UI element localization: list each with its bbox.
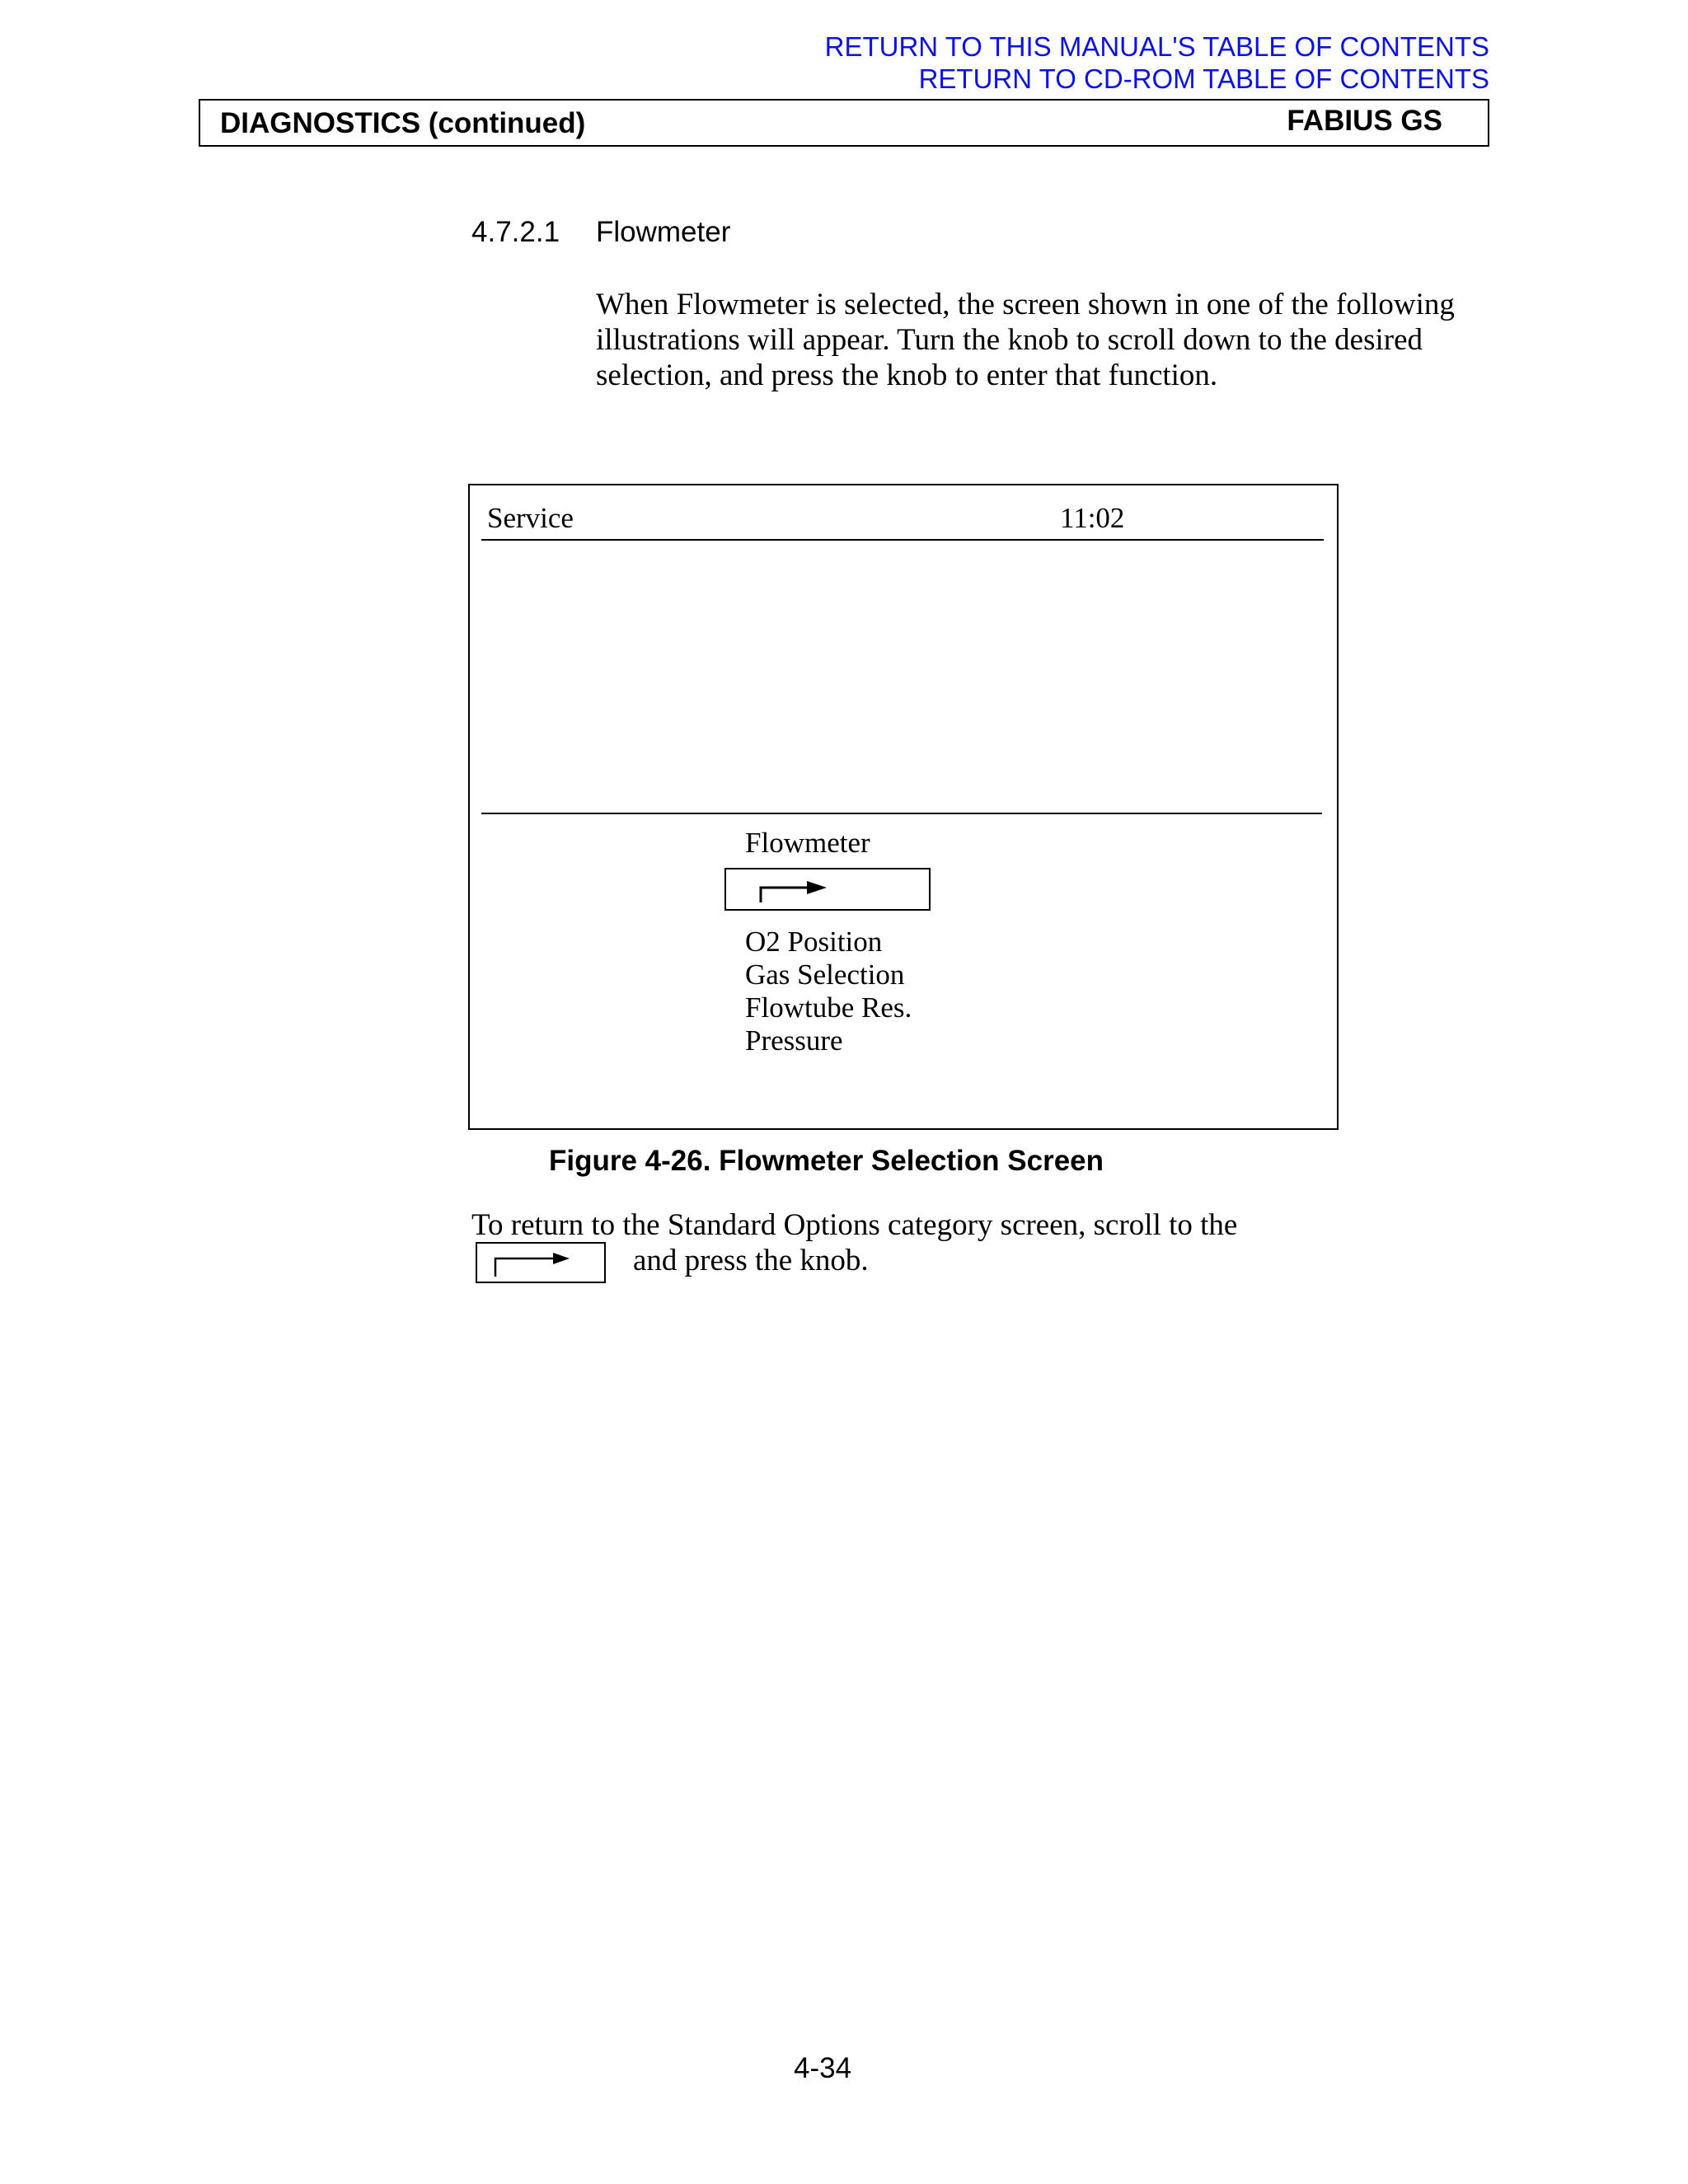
instruction-line-2: and press the knob. (633, 1244, 869, 1277)
instruction-line-1: To return to the Standard Options category screen, scroll to the (471, 1208, 1238, 1242)
section-number: 4.7.2.1 (471, 216, 560, 248)
return-arrow-icon (477, 1244, 607, 1285)
header-section-title: DIAGNOSTICS (continued) (220, 107, 586, 139)
screen-menu-divider (481, 813, 1322, 814)
menu-heading: Flowmeter (745, 827, 870, 859)
section-title: Flowmeter (596, 216, 731, 248)
menu-item-pressure: Pressure (745, 1024, 843, 1057)
return-manual-toc-link[interactable]: RETURN TO THIS MANUAL'S TABLE OF CONTENTS (824, 31, 1489, 62)
screen-clock: 11:02 (1060, 502, 1125, 534)
return-cdrom-toc-link[interactable]: RETURN TO CD-ROM TABLE OF CONTENTS (918, 63, 1489, 94)
page-header (199, 99, 1489, 147)
screen-title: Service (487, 502, 574, 534)
return-arrow-icon (726, 869, 932, 912)
inline-return-symbol (476, 1242, 606, 1283)
figure-caption: Figure 4-26. Flowmeter Selection Screen (549, 1145, 1104, 1177)
menu-item-flowtube-res: Flowtube Res. (745, 991, 912, 1024)
menu-item-gas-selection: Gas Selection (745, 958, 905, 991)
return-menu-item (724, 868, 931, 911)
menu-list (745, 926, 912, 1057)
page-number: 4-34 (794, 2052, 852, 2084)
intro-paragraph: When Flowmeter is selected, the screen shown in one of the following illustrations will appear. Turn the knob to scroll down to the desired selection, and press the knob to enter that function. (596, 288, 1455, 392)
header-product-name: FABIUS GS (1287, 105, 1442, 137)
screen-header-divider (481, 539, 1324, 541)
flowmeter-selection-screen-figure (468, 484, 1339, 1130)
menu-item-o2-position: O2 Position (745, 926, 883, 958)
